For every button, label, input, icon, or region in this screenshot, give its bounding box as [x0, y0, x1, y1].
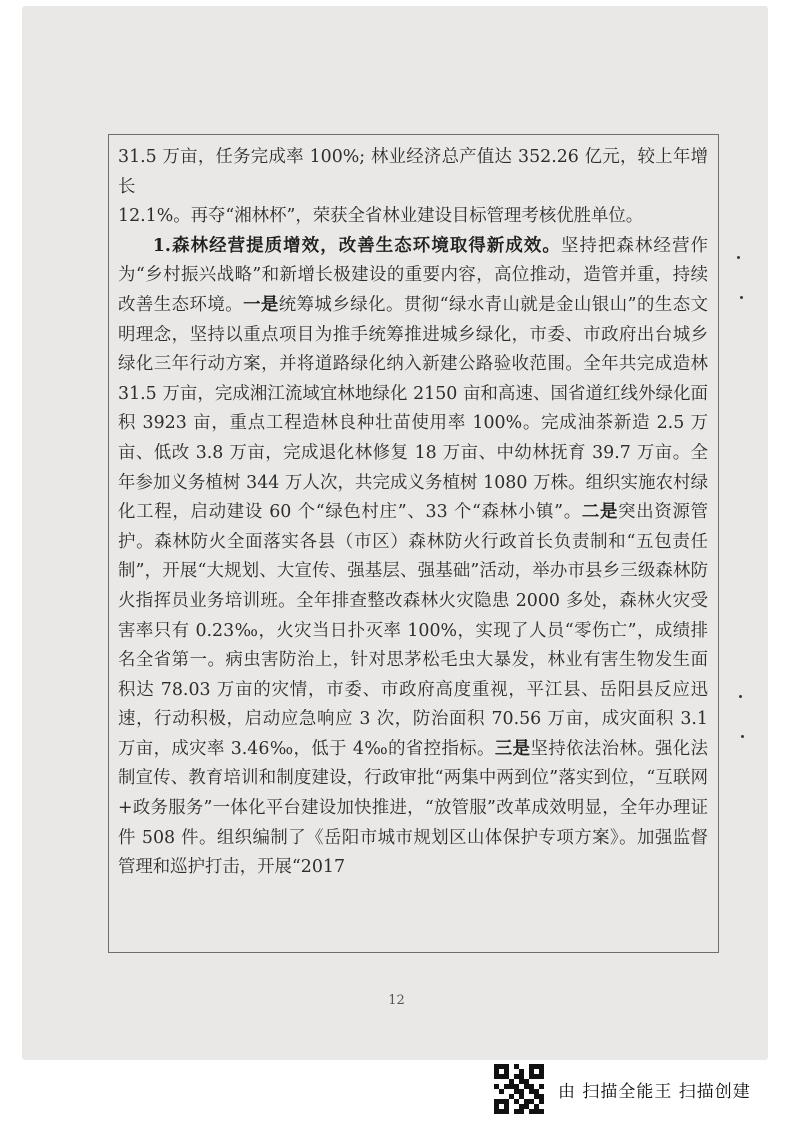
margin-speck	[741, 735, 744, 738]
paragraph-text: 坚持依法治林。强化法制宣传、教育培训和制度建设，行政审批“两集中两到位”落实到位，“互联网+政务服务”一体化平台建设加快推进，“放管服”改革成效明显，全年办理证件 508 件。组织编制了《岳阳市城市规划区山体保护专项方案》。加强监督管理和巡护打击，开展“2017	[118, 738, 708, 878]
point-marker-one: 一是	[243, 294, 279, 315]
section-paragraph	[118, 232, 708, 883]
document-body	[118, 143, 708, 883]
scanner-watermark	[494, 1063, 751, 1115]
body-line-2: 12.1%。再夺“湘林杯”，荣获全省林业建设目标管理考核优胜单位。	[118, 206, 644, 227]
margin-speck	[739, 695, 742, 698]
qr-code-icon	[494, 1064, 544, 1114]
point-marker-two: 二是	[581, 502, 619, 523]
paragraph-text: 坚持把森林经营作为“乡村振兴战略”和新增长极建设的重要内容，高位推动，造管并重，持续改善生态环境。	[118, 235, 708, 315]
section-heading: 1.森林经营提质增效，改善生态环境取得新成效。	[152, 235, 561, 256]
paragraph-text: 突出资源管护。森林防火全面落实各县（市区）森林防火行政首长负责制和“五包责任制”，开展“大规划、大宣传、强基层、强基础”活动，举办市县乡三级森林防火指挥员业务培训班。全年排查整改森林火灾隐患 2000 多处，森林火灾受害率只有 0.23‰，火灾当日扑灭率 100%，实现了人员“零伤亡”，成绩排名全省第一。病虫害防治上，针对思茅松毛虫大暴发，林业有害生物发生面积达 78.03 万亩的灾情，市委、市政府高度重视，平江县、岳阳县反应迅速，行动积极，启动应急响应 3 次，防治面积 70.56 万亩，成灾面积 3.1 万亩，成灾率 3.46‰，低于 4‰的省控指标。	[118, 502, 708, 759]
page-number: 12	[388, 993, 405, 1008]
point-marker-three: 三是	[494, 738, 531, 759]
margin-speck	[737, 256, 740, 259]
margin-speck	[740, 296, 743, 299]
paragraph-text: 统筹城乡绿化。贯彻“绿水青山就是金山银山”的生态文明理念，坚持以重点项目为推手统筹推进城乡绿化，市委、市政府出台城乡绿化三年行动方案，并将道路绿化纳入新建公路验收范围。全年共完成造林 31.5 万亩，完成湘江流域宜林地绿化 2150 亩和高速、国省道红线外绿化面积 3923 亩，重点工程造林良种壮苗使用率 100%。完成油茶新造 2.5 万亩、低改 3.8 万亩，完成退化林修复 18 万亩、中幼林抚育 39.7 万亩。全年参加义务植树 344 万人次，共完成义务植树 1080 万株。组织实施农村绿化工程，启动建设 60 个“绿色村庄”、33 个“森林小镇”。	[118, 294, 708, 523]
watermark-text: 由 扫描全能王 扫描创建	[558, 1081, 751, 1102]
body-line-1: 31.5 万亩，任务完成率 100%; 林业经济总产值达 352.26 亿元，较上年增长	[118, 147, 708, 197]
